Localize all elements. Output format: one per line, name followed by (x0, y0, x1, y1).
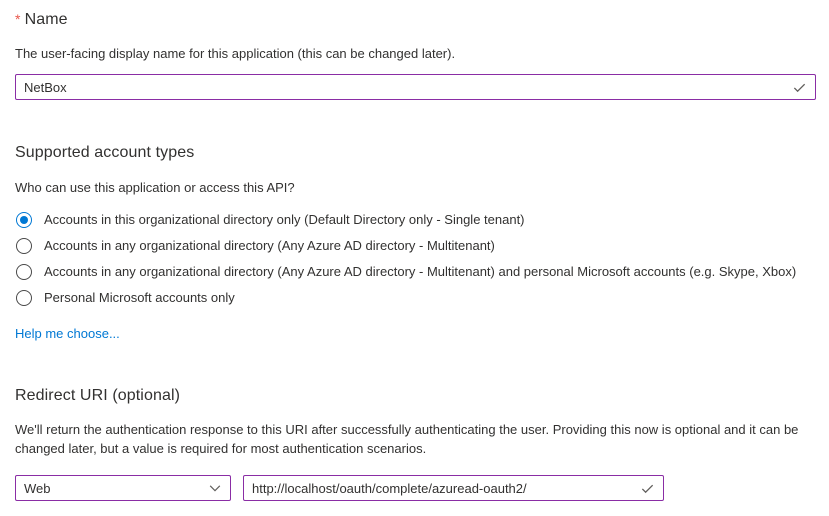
valid-check-icon (792, 80, 807, 95)
redirect-uri-title: Redirect URI (optional) (15, 387, 181, 404)
chevron-down-icon (208, 481, 222, 495)
name-title-text: Name (24, 11, 68, 28)
account-types-title: Supported account types (15, 144, 195, 161)
account-types-question: Who can use this application or access this API? (15, 180, 295, 195)
radio-option-multitenant-personal[interactable] (15, 259, 815, 285)
redirect-uri-input[interactable] (252, 481, 640, 496)
radio-option-label: Personal Microsoft accounts only (44, 290, 235, 305)
radio-icon (16, 264, 32, 280)
radio-icon (16, 238, 32, 254)
redirect-uri-description: We'll return the authentication response to this URI after successfully authenticating the user. Providing this now is optional and it can be changed later, but a value is required for most authentication scenarios. (15, 422, 799, 456)
help-me-choose-link[interactable]: Help me choose... (15, 326, 120, 341)
radio-option-label: Accounts in this organizational directory only (Default Directory only - Single tenant) (44, 212, 525, 227)
radio-icon (16, 212, 32, 228)
redirect-uri-input-container (243, 475, 664, 501)
radio-option-label: Accounts in any organizational directory (Any Azure AD directory - Multitenant) and personal Microsoft accounts (e.g. Skype, Xbox) (44, 264, 797, 279)
valid-check-icon (640, 481, 655, 496)
platform-selected-value: Web (24, 480, 51, 496)
radio-icon (16, 290, 32, 306)
name-input[interactable] (24, 80, 792, 95)
name-input-container (15, 74, 816, 100)
radio-option-single-tenant[interactable] (15, 207, 815, 233)
radio-option-label: Accounts in any organizational directory (Any Azure AD directory - Multitenant) (44, 238, 495, 253)
required-asterisk: * (15, 11, 21, 27)
section-spacer (15, 100, 815, 142)
radio-option-multitenant[interactable] (15, 233, 815, 259)
redirect-uri-controls (15, 475, 815, 501)
section-spacer (15, 343, 815, 385)
radio-option-personal-only[interactable] (15, 285, 815, 311)
name-section-title (15, 8, 815, 31)
name-description: The user-facing display name for this application (this can be changed later). (15, 46, 456, 61)
account-types-radio-group (15, 207, 815, 311)
platform-select-dropdown[interactable] (15, 475, 231, 501)
